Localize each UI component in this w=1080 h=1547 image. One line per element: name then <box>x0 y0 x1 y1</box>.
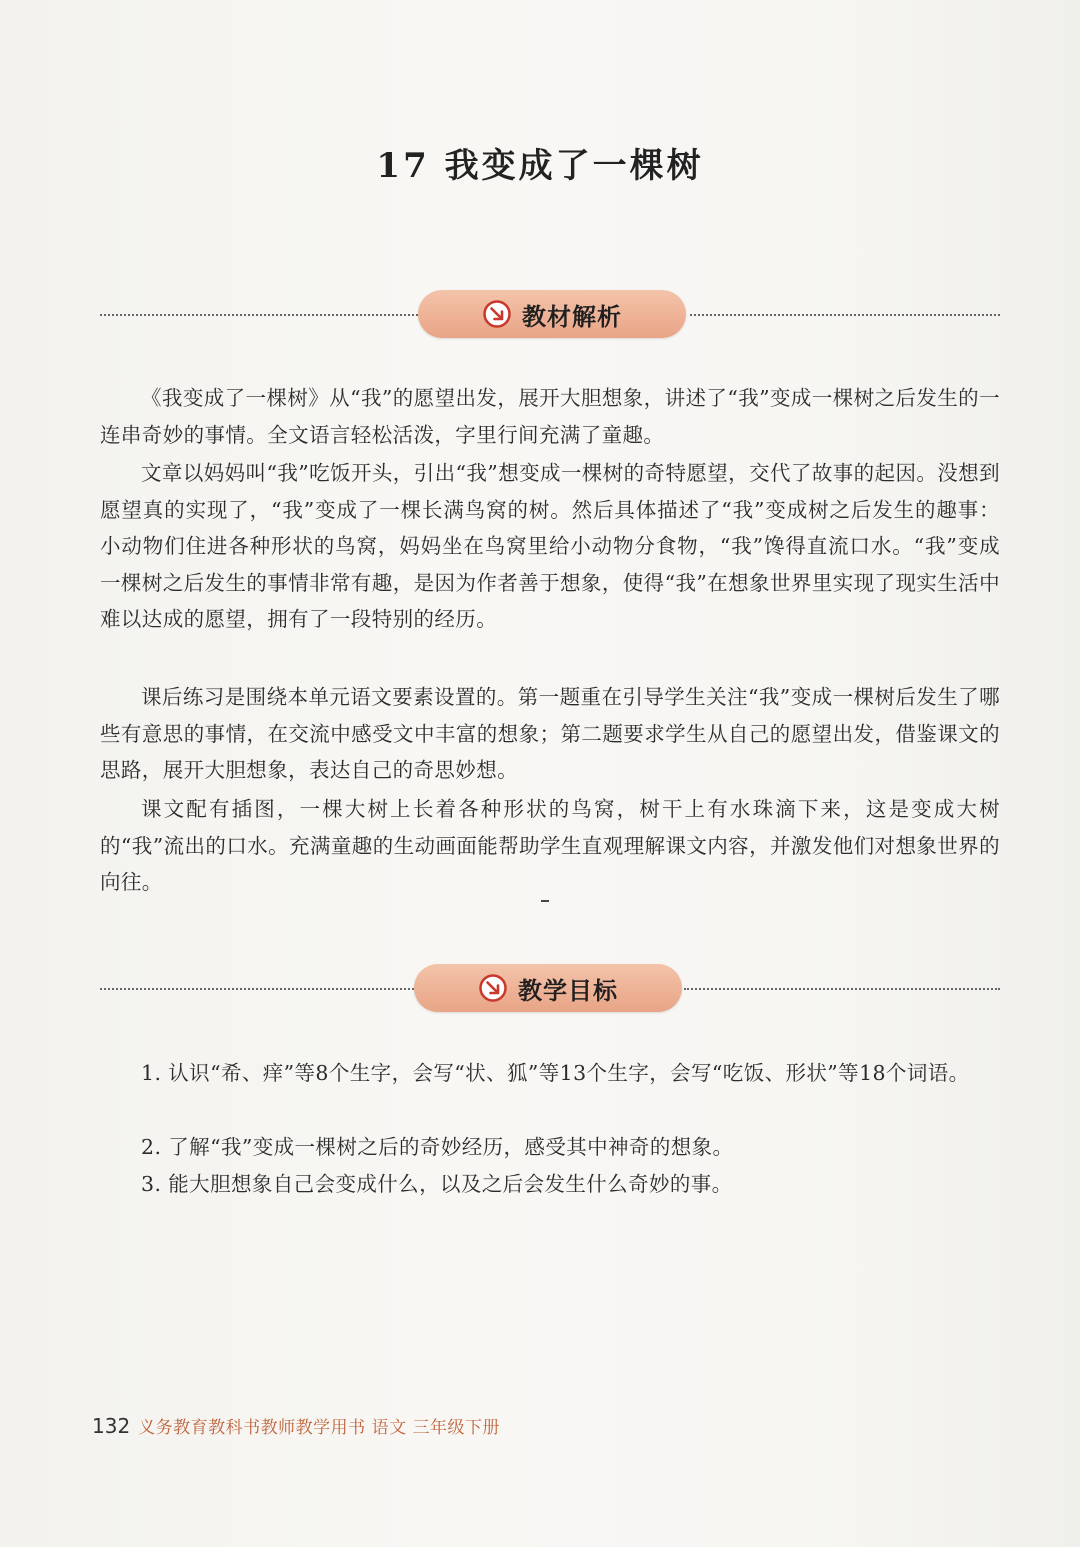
book-title: 义务教育教科书教师教学用书 语文 三年级下册 <box>138 1418 500 1438</box>
section-label-goals: 教学目标 <box>518 976 618 1005</box>
analysis-paragraph: 课后练习是围绕本单元语文要素设置的。第一题重在引导学生关注“我”变成一棵树后发生了哪些有意思的事情，在交流中感受文中丰富的想象；第二题要求学生从自己的愿望出发，借鉴课文的思路，展开大胆想象，表达自己的奇思妙想。 <box>100 685 1000 782</box>
goal-item: 2. 了解“我”变成一棵树之后的奇妙经历，感受其中神奇的想象。 <box>141 1135 734 1159</box>
dotted-divider-right <box>690 314 1000 316</box>
section-header-analysis <box>100 288 1000 344</box>
analysis-paragraph: 课文配有插图，一棵大树上长着各种形状的鸟窝，树干上有水珠滴下来，这是变成大树的“我”流出的口水。充满童趣的生动画面能帮助学生直观理解课文内容，并激发他们对想象世界的向往。 <box>100 797 1000 894</box>
dotted-divider-right <box>684 988 1000 990</box>
arrow-circle-icon <box>478 973 508 1003</box>
arrow-circle-icon <box>482 299 512 329</box>
section-badge-goals <box>414 964 682 1012</box>
analysis-paragraph: 《我变成了一棵树》从“我”的愿望出发，展开大胆想象，讲述了“我”变成一棵树之后发生的一连串奇妙的事情。全文语言轻松活泼，字里行间充满了童趣。 <box>100 386 1000 447</box>
page-title: 17 我变成了一棵树 <box>376 146 704 186</box>
section-badge-analysis <box>418 290 686 338</box>
goal-item: 3. 能大胆想象自己会变成什么，以及之后会发生什么奇妙的事。 <box>141 1172 733 1196</box>
section-label-analysis: 教材解析 <box>522 302 622 331</box>
stray-mark <box>541 900 549 902</box>
analysis-paragraph: 文章以妈妈叫“我”吃饭开头，引出“我”想变成一棵树的奇特愿望，交代了故事的起因。没想到愿望真的实现了，“我”变成了一棵长满鸟窝的树。然后具体描述了“我”变成树之后发生的趣事：小动物们住进各种形状的鸟窝，妈妈坐在鸟窝里给小动物分食物，“我”馋得直流口水。“我”变成一棵树之后发生的事情非常有趣，是因为作者善于想象，使得“我”在想象世界里实现了现实生活中难以达成的愿望，拥有了一段特别的经历。 <box>100 461 1000 631</box>
dotted-divider-left <box>100 988 414 990</box>
page-number: 132 <box>92 1414 131 1438</box>
goal-item: 1. 认识“希、痒”等8个生字，会写“状、狐”等13个生字，会写“吃饭、形状”等18个词语。 <box>141 1061 970 1085</box>
dotted-divider-left <box>100 314 418 316</box>
page-footer <box>92 1413 500 1438</box>
section-header-goals <box>100 962 1000 1018</box>
